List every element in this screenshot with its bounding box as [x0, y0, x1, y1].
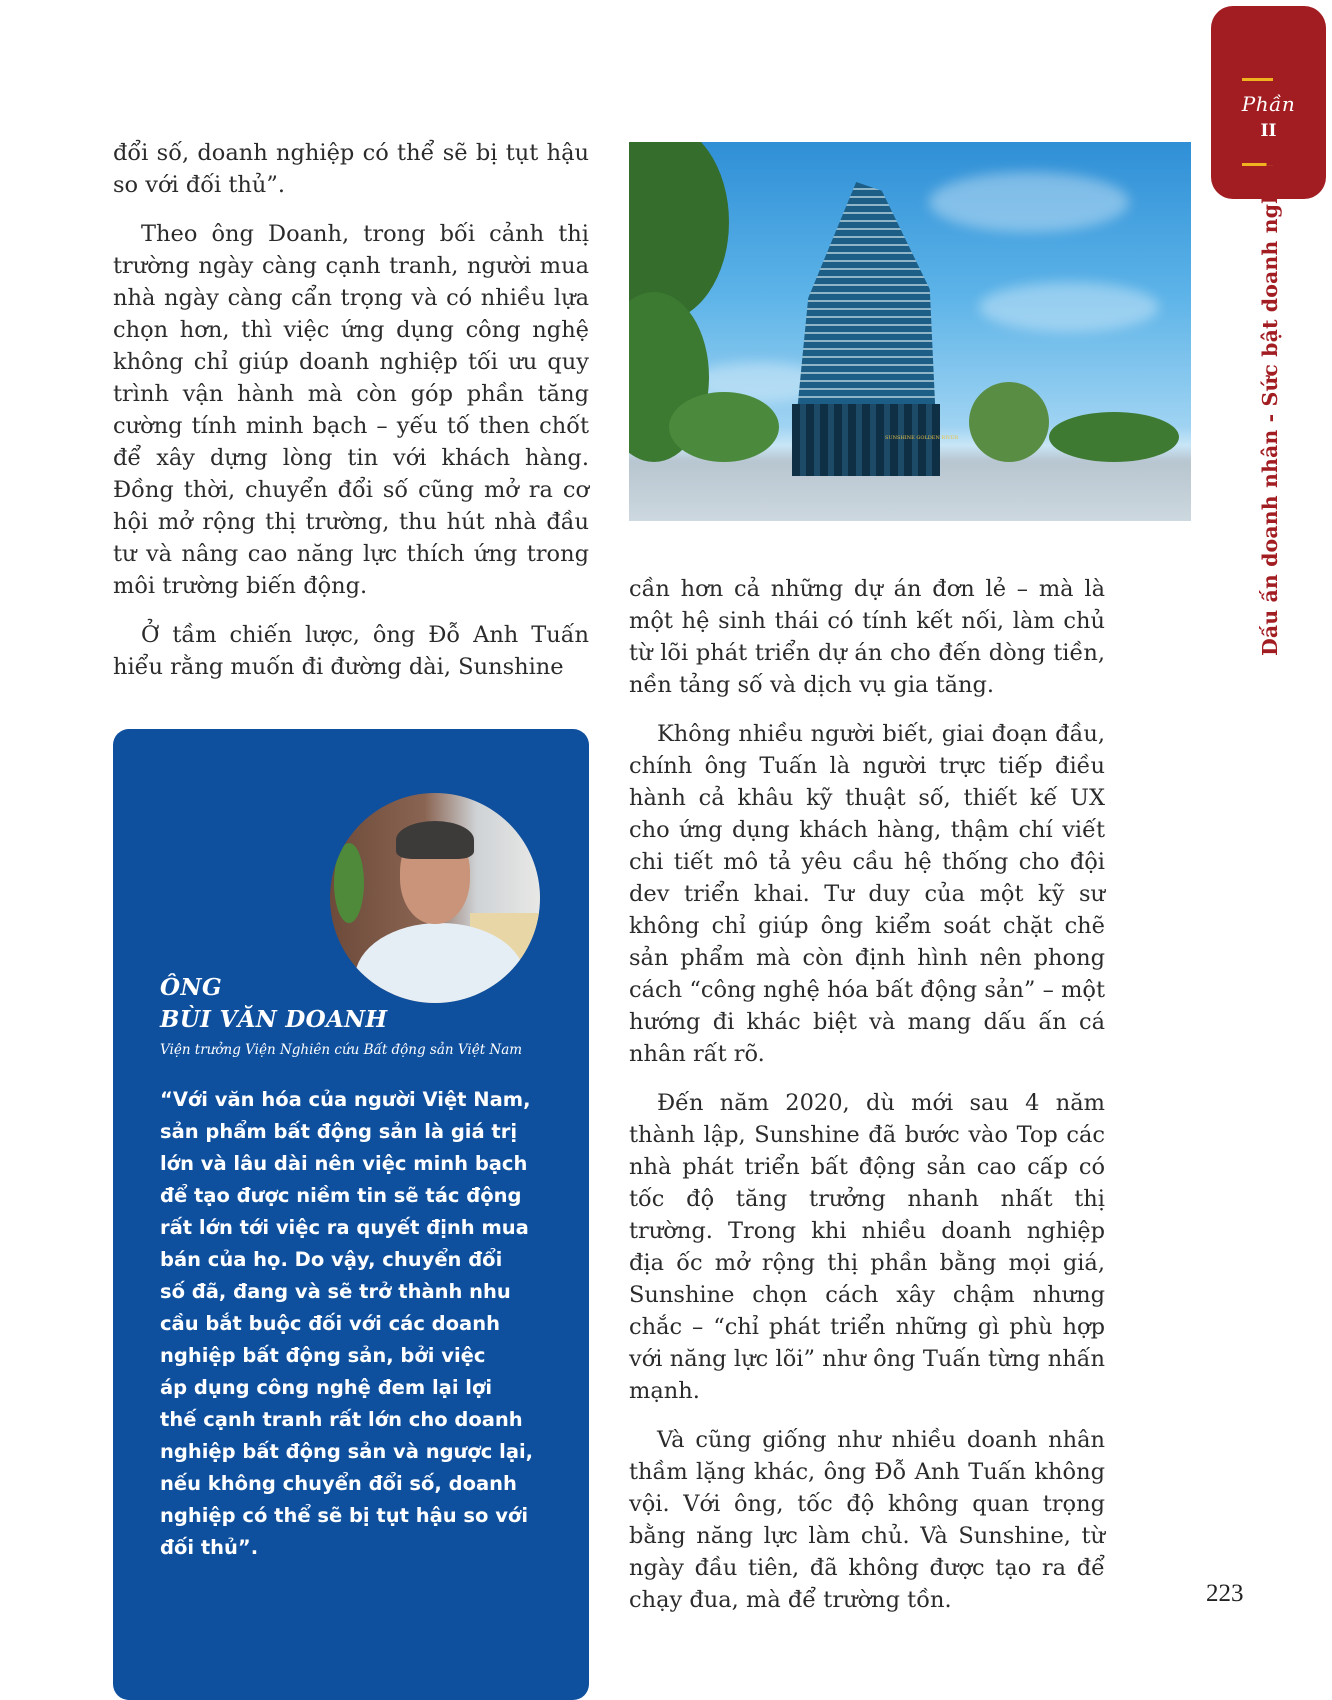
quote-line: bán của họ. Do vậy, chuyển đổi — [160, 1248, 503, 1271]
quote-line: nếu không chuyển đổi số, doanh — [160, 1472, 517, 1495]
quote-line: lớn và lâu dài nên việc minh bạch — [160, 1152, 528, 1175]
quote-line: thế cạnh tranh rất lớn cho doanh — [160, 1408, 523, 1431]
tab-accent-line-top — [1242, 78, 1273, 81]
section-number: II — [1260, 121, 1277, 141]
quote-text — [160, 1084, 560, 1564]
section-label: Phần — [1241, 92, 1296, 116]
paragraph: Và cũng giống như nhiều doanh nhân thầm lặng khác, ông Đỗ Anh Tuấn không vội. Với ông, tốc độ không quan trọng bằng năng lực làm chủ. Và Sunshine, từ ngày đầu tiên, đã không được tạo ra để chạy đua, mà để trường tồn. — [629, 1427, 1105, 1613]
running-title: Dấu ấn doanh nhân - Sức bật doanh nghiệp — [1258, 153, 1282, 656]
quote-line: cầu bắt buộc đối với các doanh — [160, 1312, 500, 1335]
quote-line: rất lớn tới việc ra quyết định mua — [160, 1216, 529, 1239]
paragraph: cần hơn cả những dự án đơn lẻ – mà là một hệ sinh thái có tính kết nối, làm chủ từ lõi phát triển dự án cho đến dòng tiền, nền tảng số và dịch vụ gia tăng. — [629, 576, 1105, 698]
quote-line: “Với văn hóa của người Việt Nam, — [160, 1088, 531, 1111]
quote-line: nghiệp bất động sản và ngược lại, — [160, 1440, 534, 1463]
page-number: 223 — [1206, 1580, 1244, 1607]
paragraph: Đến năm 2020, dù mới sau 4 năm thành lập, Sunshine đã bước vào Top các nhà phát triển bất động sản cao cấp có tốc độ tăng trưởng nhanh nhất thị trường. Trong khi nhiều doanh nghiệp địa ốc mở rộng thị phần bằng mọi giá, Sunshine chọn cách xây chậm nhưng chắc – “chỉ phát triển những gì phù hợp với năng lực lõi” như ông Tuấn từng nhấn mạnh. — [629, 1090, 1105, 1404]
person-title: Viện trưởng Viện Nghiên cứu Bất động sản Việt Nam — [160, 1042, 523, 1058]
quote-line: áp dụng công nghệ đem lại lợi — [160, 1376, 493, 1399]
left-column — [113, 137, 589, 700]
portrait-photo — [330, 793, 540, 1003]
quote-line: sản phẩm bất động sản là giá trị — [160, 1120, 518, 1143]
quote-line: nghiệp có thể sẽ bị tụt hậu so với — [160, 1504, 529, 1527]
building-photo — [629, 142, 1191, 521]
paragraph: đổi số, doanh nghiệp có thể sẽ bị tụt hậu so với đối thủ”. — [113, 140, 589, 198]
person-honorific: ÔNG — [160, 974, 223, 1001]
quote-line: đối thủ”. — [160, 1536, 259, 1559]
person-name: BÙI VĂN DOANH — [160, 1006, 388, 1033]
paragraph: Không nhiều người biết, giai đoạn đầu, chính ông Tuấn là người trực tiếp điều hành cả khâu kỹ thuật số, thiết kế UX cho ứng dụng khách hàng, thậm chí viết chi tiết mô tả yêu cầu hệ thống cho đội dev triển khai. Tư duy của một kỹ sư không chỉ giúp ông kiểm soát chặt chẽ sản phẩm mà còn định hình nên phong cách “công nghệ hóa bất động sản” – một hướng đi khác biệt và mang dấu ấn cá nhân rất rõ. — [629, 721, 1105, 1067]
paragraph: Theo ông Doanh, trong bối cảnh thị trường ngày càng cạnh tranh, người mua nhà ngày càng cẩn trọng và có nhiều lựa chọn hơn, thì việc ứng dụng công nghệ không chỉ giúp doanh nghiệp tối ưu quy trình vận hành mà còn góp phần tăng cường tính minh bạch – yếu tố then chốt để xây dựng lòng tin với khách hàng. Đồng thời, chuyển đổi số cũng mở ra cơ hội mở rộng thị trường, thu hút nhà đầu tư và nâng cao năng lực thích ứng trong môi trường biến động. — [113, 221, 589, 599]
paragraph: Ở tầm chiến lược, ông Đỗ Anh Tuấn hiểu rằng muốn đi đường dài, Sunshine — [113, 622, 589, 680]
building-sign: SUNSHINE GOLDEN RIVER — [885, 435, 959, 441]
quote-line: nghiệp bất động sản, bởi việc — [160, 1344, 486, 1367]
quote-line: số đã, đang và sẽ trở thành nhu — [160, 1280, 511, 1303]
quote-line: để tạo được niềm tin sẽ tác động — [160, 1184, 522, 1207]
right-column — [629, 573, 1105, 1633]
